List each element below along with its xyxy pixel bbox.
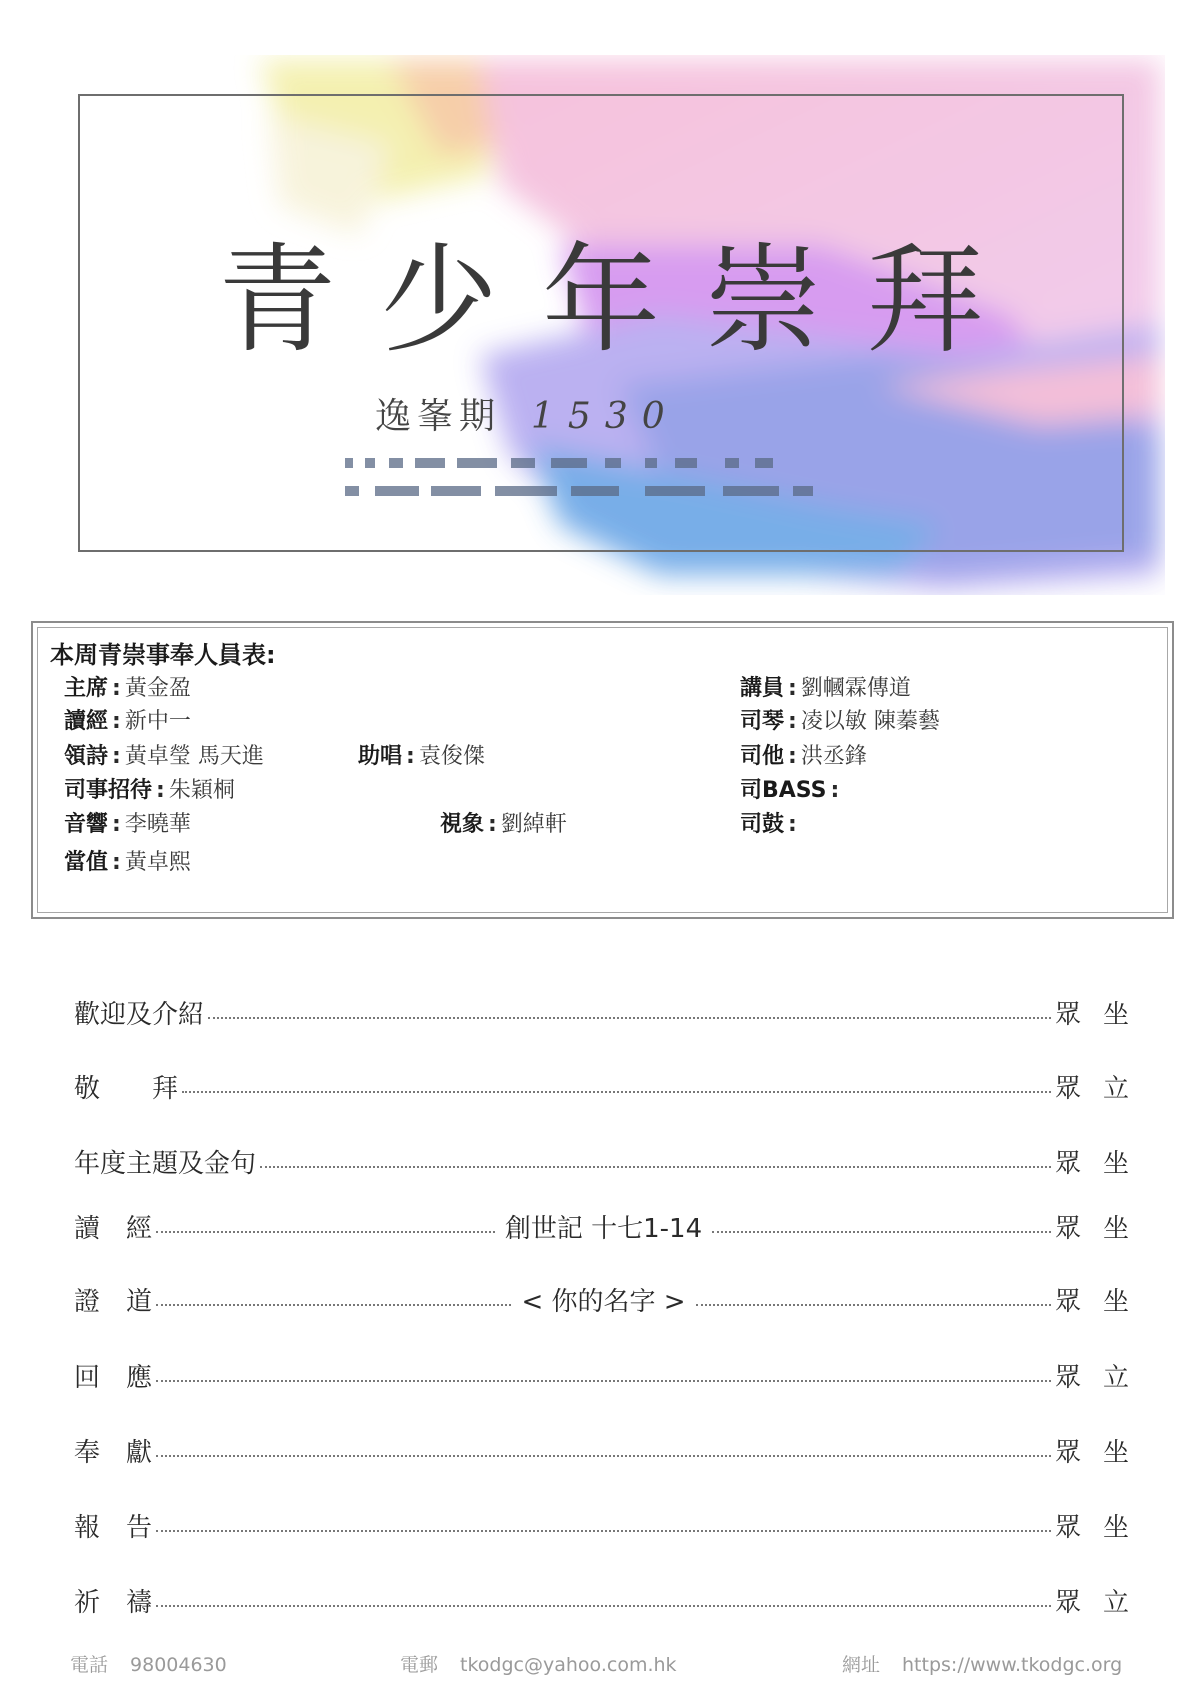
banner-title: 青少年崇拜	[217, 231, 1028, 369]
role-value: 凌以敏 陳蓁藝	[800, 709, 940, 734]
order-item: 回 應	[74, 1362, 153, 1393]
role-sound: 音響 : 李曉華	[64, 812, 191, 837]
order-posture: 眾坐	[1054, 1512, 1151, 1543]
footer-email-value[interactable]: tkodgc@yahoo.com.hk	[460, 1654, 677, 1676]
order-posture: 眾坐	[1054, 1213, 1151, 1244]
role-bass: 司BASS :	[740, 778, 840, 803]
order-posture: 眾立	[1054, 1587, 1151, 1618]
order-row-offering	[74, 1430, 1151, 1470]
footer-web-label: 網址	[842, 1654, 881, 1676]
order-item: 奉 獻	[74, 1437, 153, 1468]
order-row-theme	[74, 1141, 1151, 1181]
order-row-welcome	[74, 992, 1151, 1032]
order-item: 年度主題及金句	[74, 1148, 257, 1179]
order-posture: 眾坐	[1054, 1437, 1151, 1468]
order-posture: 眾立	[1054, 1362, 1151, 1393]
role-value: 新中一	[124, 709, 191, 734]
order-posture: 眾坐	[1054, 999, 1151, 1030]
issue-number: 1530	[531, 396, 679, 437]
order-detail: 創世記 十七1-14	[504, 1213, 703, 1244]
role-value: 朱穎桐	[168, 778, 235, 803]
role-value: 袁俊傑	[418, 744, 485, 769]
role-on-duty: 當值 : 黃卓熙	[64, 850, 191, 875]
role-label: 司鼓	[740, 812, 785, 837]
order-item: 歡迎及介紹	[74, 999, 205, 1030]
role-worship-leader: 領詩 : 黃卓瑩 馬天進	[64, 744, 264, 769]
role-usher: 司事招待 : 朱穎桐	[64, 778, 235, 803]
footer-website[interactable]	[842, 1650, 1122, 1677]
role-value: 黃卓熙	[124, 850, 191, 875]
order-row-sermon	[74, 1279, 1152, 1319]
role-label: 講員	[740, 676, 785, 701]
role-value: 黃卓瑩 馬天進	[124, 744, 264, 769]
role-label: 司BASS	[740, 778, 827, 803]
order-row-announcements	[74, 1505, 1151, 1545]
order-posture: 眾立	[1054, 1073, 1151, 1104]
order-row-scripture	[74, 1206, 1151, 1246]
role-guitar: 司他 : 洪丞鋒	[740, 744, 867, 769]
role-value: 洪丞鋒	[800, 744, 867, 769]
role-reader: 讀經 : 新中一	[64, 709, 191, 734]
order-row-worship	[74, 1066, 1151, 1106]
order-item: 敬 拜	[74, 1073, 179, 1104]
role-speaker: 講員 : 劉幗霖傳道	[740, 676, 911, 701]
role-value: 劉幗霖傳道	[800, 676, 911, 701]
footer-phone-label: 電話	[70, 1654, 109, 1676]
order-row-response	[74, 1355, 1151, 1395]
footer-web-value[interactable]: https://www.tkodgc.org	[902, 1654, 1123, 1676]
role-value: 李曉華	[124, 812, 191, 837]
role-drums: 司鼓 :	[740, 812, 797, 837]
role-label: 司事招待	[64, 778, 153, 803]
issue-label: 逸峯期	[375, 396, 502, 437]
order-detail: < 你的名字 >	[521, 1286, 686, 1317]
banner-issue	[375, 388, 679, 439]
role-label: 主席	[64, 676, 109, 701]
footer-email-label: 電郵	[400, 1654, 439, 1676]
banner-verse-illegible-icon	[345, 448, 865, 508]
role-piano: 司琴 : 凌以敏 陳蓁藝	[740, 709, 940, 734]
footer-phone	[70, 1650, 227, 1677]
order-posture: 眾坐	[1055, 1286, 1152, 1317]
order-item: 報 告	[74, 1512, 153, 1543]
role-label: 司琴	[740, 709, 785, 734]
role-chair: 主席 : 黃金盈	[64, 676, 191, 701]
role-label: 助唱	[358, 744, 403, 769]
footer-phone-value: 98004630	[130, 1654, 227, 1676]
order-item: 證 道	[74, 1286, 153, 1317]
order-item: 讀 經	[74, 1213, 153, 1244]
order-row-prayer	[74, 1580, 1151, 1620]
order-posture: 眾坐	[1054, 1148, 1151, 1179]
role-value: 劉綽軒	[500, 812, 567, 837]
role-label: 領詩	[64, 744, 109, 769]
role-label: 音響	[64, 812, 109, 837]
footer-email[interactable]	[400, 1650, 677, 1677]
role-value: 黃金盈	[124, 676, 191, 701]
role-backup-singer: 助唱 : 袁俊傑	[358, 744, 485, 769]
order-item: 祈 禱	[74, 1587, 153, 1618]
role-label: 司他	[740, 744, 785, 769]
role-label: 讀經	[64, 709, 109, 734]
role-visual: 視象 : 劉綽軒	[440, 812, 567, 837]
role-label: 當值	[64, 850, 109, 875]
staff-title: 本周青崇事奉人員表:	[50, 641, 276, 669]
role-label: 視象	[440, 812, 485, 837]
